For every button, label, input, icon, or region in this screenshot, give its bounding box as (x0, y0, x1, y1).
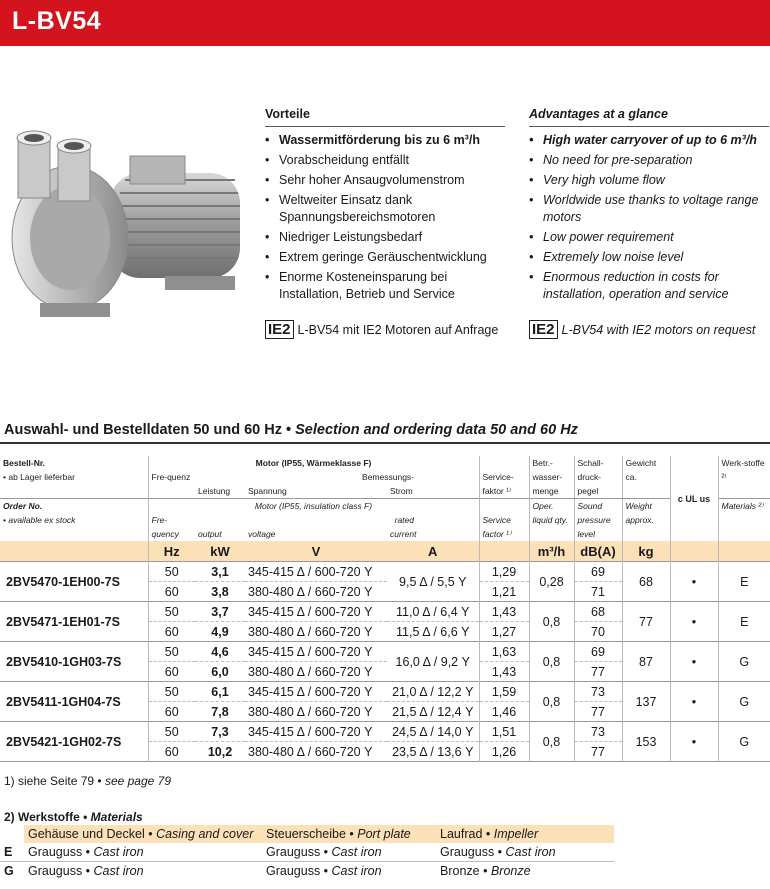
cell: 21,0 Δ / 12,2 Y (387, 682, 479, 702)
header-freq-en: Fre-quency (148, 513, 195, 541)
cell: 153 (622, 722, 670, 762)
cell: 345-415 Δ / 600-720 Y (245, 682, 387, 702)
ie2-text: L-BV54 mit IE2 Motoren auf Anfrage (297, 323, 499, 337)
materials-header (436, 825, 614, 843)
cell: 1,46 (479, 702, 529, 722)
cell: 73 (574, 682, 622, 702)
cell: 345-415 Δ / 600-720 Y (245, 722, 387, 742)
cell: E (718, 562, 770, 602)
materials-row (0, 862, 614, 881)
list-item: • Weltweiter Einsatz dank Spannungsbereichsmotoren (265, 192, 505, 226)
cell: 1,29 (479, 562, 529, 582)
cell: 60 (148, 622, 195, 642)
header-voltage-de-label: Spannung (248, 486, 287, 496)
unit-stock (670, 541, 718, 562)
cell: 50 (148, 562, 195, 582)
unit-kg: kg (622, 541, 670, 562)
cell: 0,8 (529, 602, 574, 642)
cell: Laufrad • (440, 827, 494, 841)
cell: 73 (574, 722, 622, 742)
cell: G (718, 722, 770, 762)
ie2-note-en (529, 320, 755, 339)
header-water-en: Oper. liquid qty. (529, 499, 574, 542)
header-rated-en: rated (394, 515, 414, 525)
cell: 380-480 Δ / 660-720 Y (245, 702, 387, 722)
header-rated-de: Bemessungs- (362, 472, 414, 482)
selection-table (0, 456, 770, 762)
header-sound-de: Schall-druck-pegel (574, 456, 622, 499)
cell: 345-415 Δ / 600-720 Y (245, 642, 387, 662)
order-number: 2BV5470-1EH00-7S (0, 562, 148, 602)
cell: Cast iron (505, 845, 556, 859)
cell: 71 (574, 582, 622, 602)
header-mat-en: Materials ²⁾ (718, 499, 770, 542)
cell: 1,59 (479, 682, 529, 702)
cell: 21,5 Δ / 12,4 Y (387, 702, 479, 722)
cell: Cast iron (331, 864, 382, 878)
header-water-de: Betr.-wasser-menge (529, 456, 574, 499)
cell: Cast iron (93, 845, 144, 859)
cell: Bronze (490, 864, 531, 878)
advantages-en-heading: Advantages at a glance (529, 107, 668, 121)
section-divider (0, 442, 770, 444)
header-weight-en: Weight approx. (622, 499, 670, 542)
list-item: • High water carryover of up to 6 m³/h (529, 132, 769, 149)
list-item: • Worldwide use thanks to voltage range motors (529, 192, 769, 226)
header-freq-de: Fre-quenz (148, 470, 195, 499)
section-title-en: Selection and ordering data 50 and 60 Hz (295, 422, 578, 438)
cell: 70 (574, 622, 622, 642)
order-number: 2BV5411-1GH04-7S (0, 682, 148, 722)
cell: Grauguss • (28, 845, 94, 859)
cell: Cast iron (331, 845, 382, 859)
ie2-text: L-BV54 with IE2 motors on request (561, 323, 756, 337)
footnote-1-de: 1) siehe Seite 79 • (4, 774, 105, 788)
footnote-2 (4, 810, 143, 824)
ie2-badge: IE2 (265, 320, 294, 339)
cell: 24,5 Δ / 14,0 Y (387, 722, 479, 742)
advantages-en (529, 107, 769, 306)
cell: • (670, 602, 718, 642)
cell: 1,43 (479, 662, 529, 682)
footnote-1-en: see page 79 (104, 774, 171, 788)
cell: 77 (574, 702, 622, 722)
cell: 69 (574, 642, 622, 662)
cell: 3,1 (195, 562, 245, 582)
footnote-2-de: 2) Werkstoffe • (4, 810, 91, 824)
cell: Cast iron (93, 864, 144, 878)
table-row (0, 562, 770, 582)
cell: 7,8 (195, 702, 245, 722)
cell: 380-480 Δ / 660-720 Y (245, 742, 387, 762)
cell: 9,5 Δ / 5,5 Y (387, 562, 479, 602)
cell: 1,26 (479, 742, 529, 762)
cell: 23,5 Δ / 13,6 Y (387, 742, 479, 762)
header-order-de: Bestell-Nr. (3, 458, 46, 468)
cell: • (670, 562, 718, 602)
cell: Grauguss • (266, 845, 332, 859)
cell: 50 (148, 682, 195, 702)
ie2-note-de (265, 320, 498, 339)
footnote-2-en: Materials (90, 810, 143, 824)
cell: E (718, 602, 770, 642)
materials-key: G (4, 864, 14, 878)
cell: 68 (622, 562, 670, 602)
cell (436, 843, 614, 862)
cell: 345-415 Δ / 600-720 Y (245, 602, 387, 622)
materials-key: E (0, 843, 24, 862)
list-item: • Very high volume flow (529, 172, 769, 189)
list-item: • Vorabscheidung entfällt (265, 152, 505, 169)
header-current-de: Strom (390, 486, 413, 496)
table-row (0, 722, 770, 742)
cell: Gehäuse und Deckel • (28, 827, 157, 841)
cert-icon (670, 456, 718, 541)
cell: 60 (148, 582, 195, 602)
materials-header-row (0, 825, 614, 843)
header-motor-en: Motor (IP55, insulation class F) (148, 499, 479, 514)
list-item: • Wassermitförderung bis zu 6 m³/h (265, 132, 505, 149)
header-order-en: Order No. (3, 501, 43, 511)
list-item: • Sehr hoher Ansaugvolumenstrom (265, 172, 505, 189)
cell: Grauguss • (440, 845, 506, 859)
page-title: L-BV54 (12, 7, 102, 35)
header-sound-en: Sound pressure level (574, 499, 622, 542)
section-title (4, 422, 578, 438)
cell: 11,0 Δ / 6,4 Y (387, 602, 479, 622)
cell (262, 862, 436, 881)
materials-table (0, 825, 614, 880)
cell (24, 843, 262, 862)
cell (436, 862, 614, 881)
unit-db: dB(A) (574, 541, 622, 562)
cell: 69 (574, 562, 622, 582)
cell: Steuerscheibe • (266, 827, 358, 841)
pump-illustration (0, 118, 258, 358)
cell: 68 (574, 602, 622, 622)
cell: 50 (148, 642, 195, 662)
header-current-en: current (390, 529, 417, 539)
header-stock-de: • ab Lager lieferbar (3, 472, 75, 482)
cell (262, 843, 436, 862)
cell: 77 (574, 662, 622, 682)
cell: • (670, 722, 718, 762)
unit-sf (479, 541, 529, 562)
header-output-en: output (198, 529, 222, 539)
cell: 77 (574, 742, 622, 762)
order-number: 2BV5421-1GH02-7S (0, 722, 148, 762)
unit-mat (718, 541, 770, 562)
cell: 4,6 (195, 642, 245, 662)
cell: 1,63 (479, 642, 529, 662)
unit-v: V (245, 541, 387, 562)
header-motor-de: Motor (IP55, Wärmeklasse F) (148, 456, 479, 470)
cell: 50 (148, 602, 195, 622)
cell: 345-415 Δ / 600-720 Y (245, 562, 387, 582)
cell: 1,21 (479, 582, 529, 602)
list-item: • Niedriger Leistungsbedarf (265, 229, 505, 246)
list-item: • Enorme Kosteneinsparung bei Installation, Betrieb und Service (265, 269, 505, 303)
cell: 0,8 (529, 642, 574, 682)
cell: Grauguss • (28, 864, 94, 878)
cell: 0,8 (529, 722, 574, 762)
order-number: 2BV5410-1GH03-7S (0, 642, 148, 682)
cert-label: c UL us (677, 493, 711, 504)
cell: 6,1 (195, 682, 245, 702)
unit-row (0, 541, 770, 562)
cell: 1,43 (479, 602, 529, 622)
header-output-de: Leistung (198, 486, 231, 496)
advantages-de-heading: Vorteile (265, 107, 310, 121)
header-stock-en: • available ex stock (3, 515, 76, 525)
cell: 380-480 Δ / 660-720 Y (245, 622, 387, 642)
list-item: • Enormous reduction in costs for installation, operation and service (529, 269, 769, 303)
cell: • (670, 642, 718, 682)
table-row (0, 682, 770, 702)
materials-header (24, 825, 262, 843)
table-row (0, 642, 770, 662)
cell: G (718, 642, 770, 682)
cell: 1,51 (479, 722, 529, 742)
cell: Impeller (493, 827, 539, 841)
cell: 87 (622, 642, 670, 682)
advantages-de (265, 107, 505, 306)
cell: 16,0 Δ / 9,2 Y (387, 642, 479, 682)
cell: 380-480 Δ / 660-720 Y (245, 662, 387, 682)
cell: Grauguss • (266, 864, 332, 878)
header-sf-de: Service-faktor ¹⁾ (479, 470, 529, 499)
cell: 3,7 (195, 602, 245, 622)
cell: 137 (622, 682, 670, 722)
cell: Casing and cover (156, 827, 254, 841)
title-banner (0, 0, 770, 46)
ie2-badge: IE2 (529, 320, 558, 339)
cell: 11,5 Δ / 6,6 Y (387, 622, 479, 642)
list-item: • Low power requirement (529, 229, 769, 246)
cell: 380-480 Δ / 660-720 Y (245, 582, 387, 602)
header-sf-en: Service factor ¹⁾ (479, 513, 529, 541)
cell: G (718, 682, 770, 722)
materials-header (262, 825, 436, 843)
cell: Port plate (357, 827, 411, 841)
cell: 60 (148, 742, 195, 762)
cell: 7,3 (195, 722, 245, 742)
header-mat-de: Werk-stoffe ²⁾ (718, 456, 770, 499)
cell: 10,2 (195, 742, 245, 762)
cell: 0,8 (529, 682, 574, 722)
footnote-1 (4, 774, 171, 788)
cell: 60 (148, 702, 195, 722)
cell (24, 862, 262, 881)
unit-kw: kW (195, 541, 245, 562)
cell: 77 (622, 602, 670, 642)
list-item: • Extremely low noise level (529, 249, 769, 266)
materials-row (0, 843, 614, 862)
cell: Bronze • (440, 864, 491, 878)
unit-a: A (387, 541, 479, 562)
cell: 0,28 (529, 562, 574, 602)
unit-hz: Hz (148, 541, 195, 562)
cell: 1,27 (479, 622, 529, 642)
header-weight-de: Gewicht ca. (622, 456, 670, 499)
list-item: • Extrem geringe Geräuschentwicklung (265, 249, 505, 266)
table-row (0, 602, 770, 622)
header-voltage-en-label: voltage (248, 529, 276, 539)
order-number: 2BV5471-1EH01-7S (0, 602, 148, 642)
section-title-de: Auswahl- und Bestelldaten 50 und 60 Hz • (4, 422, 296, 438)
cell: 50 (148, 722, 195, 742)
list-item: • No need for pre-separation (529, 152, 769, 169)
cell: 3,8 (195, 582, 245, 602)
unit-water: m³/h (529, 541, 574, 562)
cell: 60 (148, 662, 195, 682)
cell: 6,0 (195, 662, 245, 682)
cell: 4,9 (195, 622, 245, 642)
cell: • (670, 682, 718, 722)
